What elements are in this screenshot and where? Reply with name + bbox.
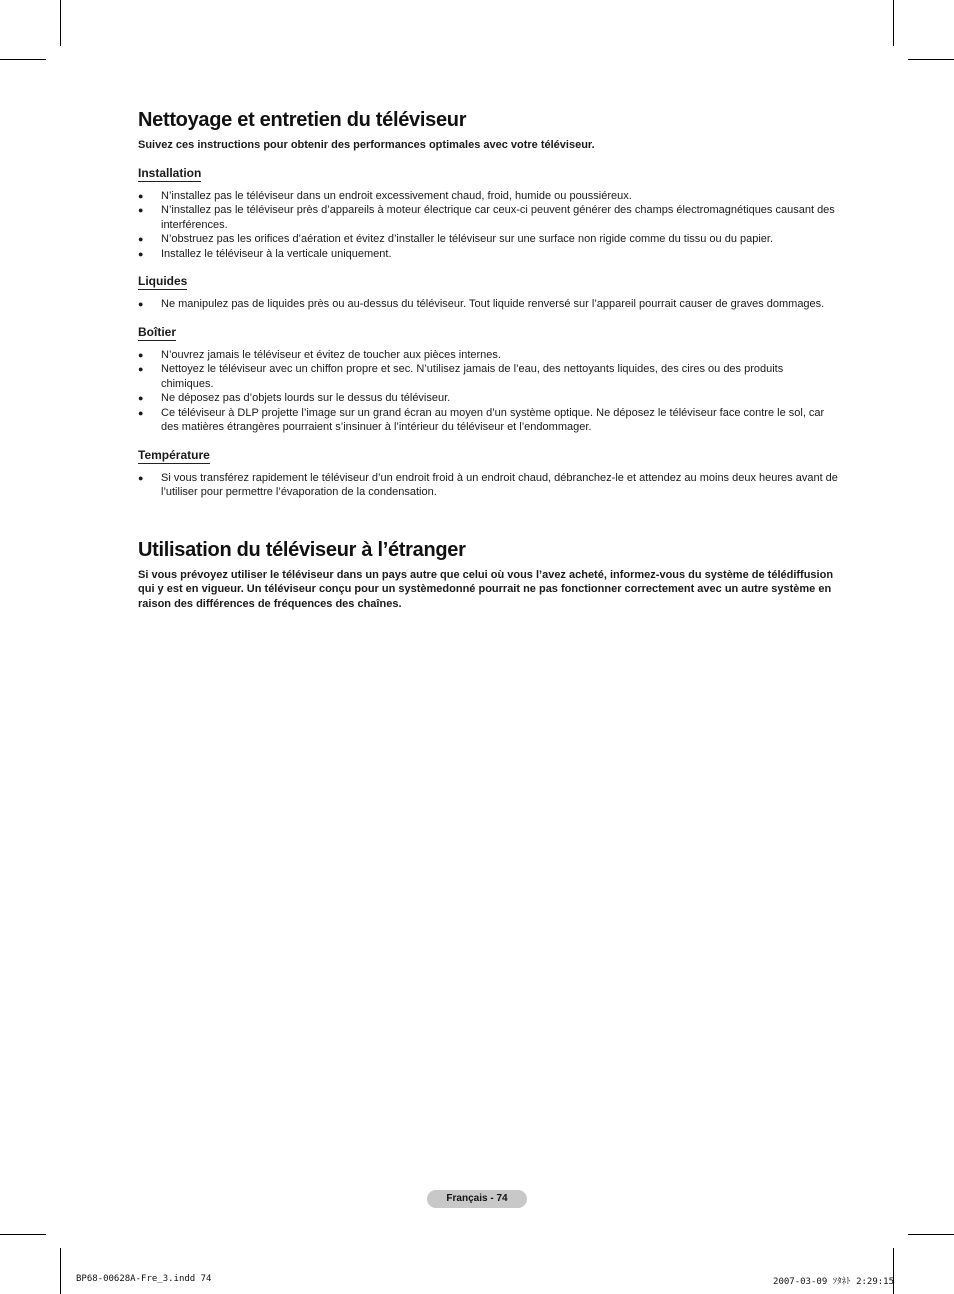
list-item <box>138 297 838 312</box>
subsection-heading: Liquides <box>138 274 188 288</box>
section-travel <box>138 538 838 612</box>
subsection <box>138 323 838 435</box>
crop-mark <box>908 59 954 60</box>
subsection-list <box>138 164 838 500</box>
list-item-text: Ce téléviseur à DLP projette l’image sur un grand écran au moyen d’un système optique. Ne déposez le téléviseur face contre le sol, car des matières étrangères pourraient s’insinuer à l’intérieur du téléviseur et l’endommager. <box>161 406 825 433</box>
bullet-icon: ● <box>138 349 144 360</box>
list-item-text: Ne manipulez pas de liquides près ou au-dessus du téléviseur. Tout liquide renversé sur l’appareil pourrait causer de graves dommages. <box>161 298 825 310</box>
bullet-icon: ● <box>138 393 144 403</box>
list-item-text: N’ouvrez jamais le téléviseur et évitez de toucher aux pièces internes. <box>161 348 501 361</box>
bullet-icon: ● <box>138 190 144 201</box>
list-item-text: Ne déposez pas d’objets lourds sur le dessus du téléviseur. <box>161 392 451 404</box>
list-item-text: N’installez pas le téléviseur dans un endroit excessivement chaud, froid, humide ou poussiéreux. <box>161 189 632 202</box>
section-title: Utilisation du téléviseur à l’étranger <box>138 538 466 561</box>
bullet-icon: ● <box>138 248 144 259</box>
crop-mark <box>0 59 46 60</box>
list-item <box>138 348 838 363</box>
bullet-list <box>138 297 838 312</box>
bullet-icon: ● <box>138 234 144 244</box>
list-item-text: N’installez pas le téléviseur près d’appareils à moteur électrique car ceux-ci peuvent générer des champs électromagnétiques causant des interférences. <box>161 204 835 231</box>
list-item <box>138 232 838 247</box>
subsection-heading: Température <box>138 447 210 462</box>
list-item <box>138 391 838 406</box>
bullet-list <box>138 189 838 262</box>
subsection <box>138 164 838 262</box>
list-item-text: Si vous transférez rapidement le téléviseur d’un endroit froid à un endroit chaud, débranchez-le et attendez au moins deux heures avant de l’utiliser pour permettre l’évaporation de la condensation. <box>161 471 838 498</box>
crop-mark <box>893 1248 894 1294</box>
bullet-list <box>138 471 838 500</box>
section-intro: Suivez ces instructions pour obtenir des performances optimales avec votre téléviseur. <box>138 139 595 151</box>
list-item <box>138 247 838 262</box>
crop-mark <box>60 1248 61 1294</box>
slug-filename: BP68-00628A-Fre_3.indd 74 <box>76 1274 212 1284</box>
crop-mark <box>908 1234 954 1235</box>
page-content <box>138 108 838 611</box>
bullet-list <box>138 348 838 435</box>
list-item-text: N’obstruez pas les orifices d’aération et évitez d’installer le téléviseur sur une surface non rigide comme du tissu ou du papier. <box>161 233 774 245</box>
list-item <box>138 189 838 204</box>
crop-mark <box>60 0 61 46</box>
slug-timestamp: 2007-03-09 ｿﾀﾈﾄ 2:29:15 <box>773 1277 894 1287</box>
bullet-icon: ● <box>138 205 144 215</box>
bullet-icon: ● <box>138 407 144 418</box>
subsection-heading: Boîtier <box>138 324 177 339</box>
bullet-icon: ● <box>138 472 144 483</box>
list-item <box>138 362 838 391</box>
section-title: Nettoyage et entretien du téléviseur <box>138 109 467 131</box>
bullet-icon: ● <box>138 299 144 309</box>
section-intro: Si vous prévoyez utiliser le téléviseur dans un pays autre que celui où vous l’avez acheté, informez-vous du système de télédiffusion qui y est en vigueur. Un téléviseur conçu pour un systèmedonné pourrait ne pas fonctionner correctement avec un autre système en raison des différences de fréquences des chaînes. <box>138 568 834 610</box>
list-item <box>138 471 838 500</box>
list-item <box>138 203 838 232</box>
subsection <box>138 272 838 312</box>
crop-mark <box>893 0 894 46</box>
crop-mark <box>0 1234 46 1235</box>
subsection <box>138 446 838 500</box>
list-item-text: Nettoyez le téléviseur avec un chiffon propre et sec. N’utilisez jamais de l’eau, des nettoyants liquides, des cires ou des produits chimiques. <box>161 363 784 390</box>
list-item <box>138 406 838 435</box>
page-number-badge: Français - 74 <box>427 1190 527 1208</box>
bullet-icon: ● <box>138 364 144 374</box>
subsection-heading: Installation <box>138 165 202 180</box>
list-item-text: Installez le téléviseur à la verticale uniquement. <box>161 247 392 260</box>
